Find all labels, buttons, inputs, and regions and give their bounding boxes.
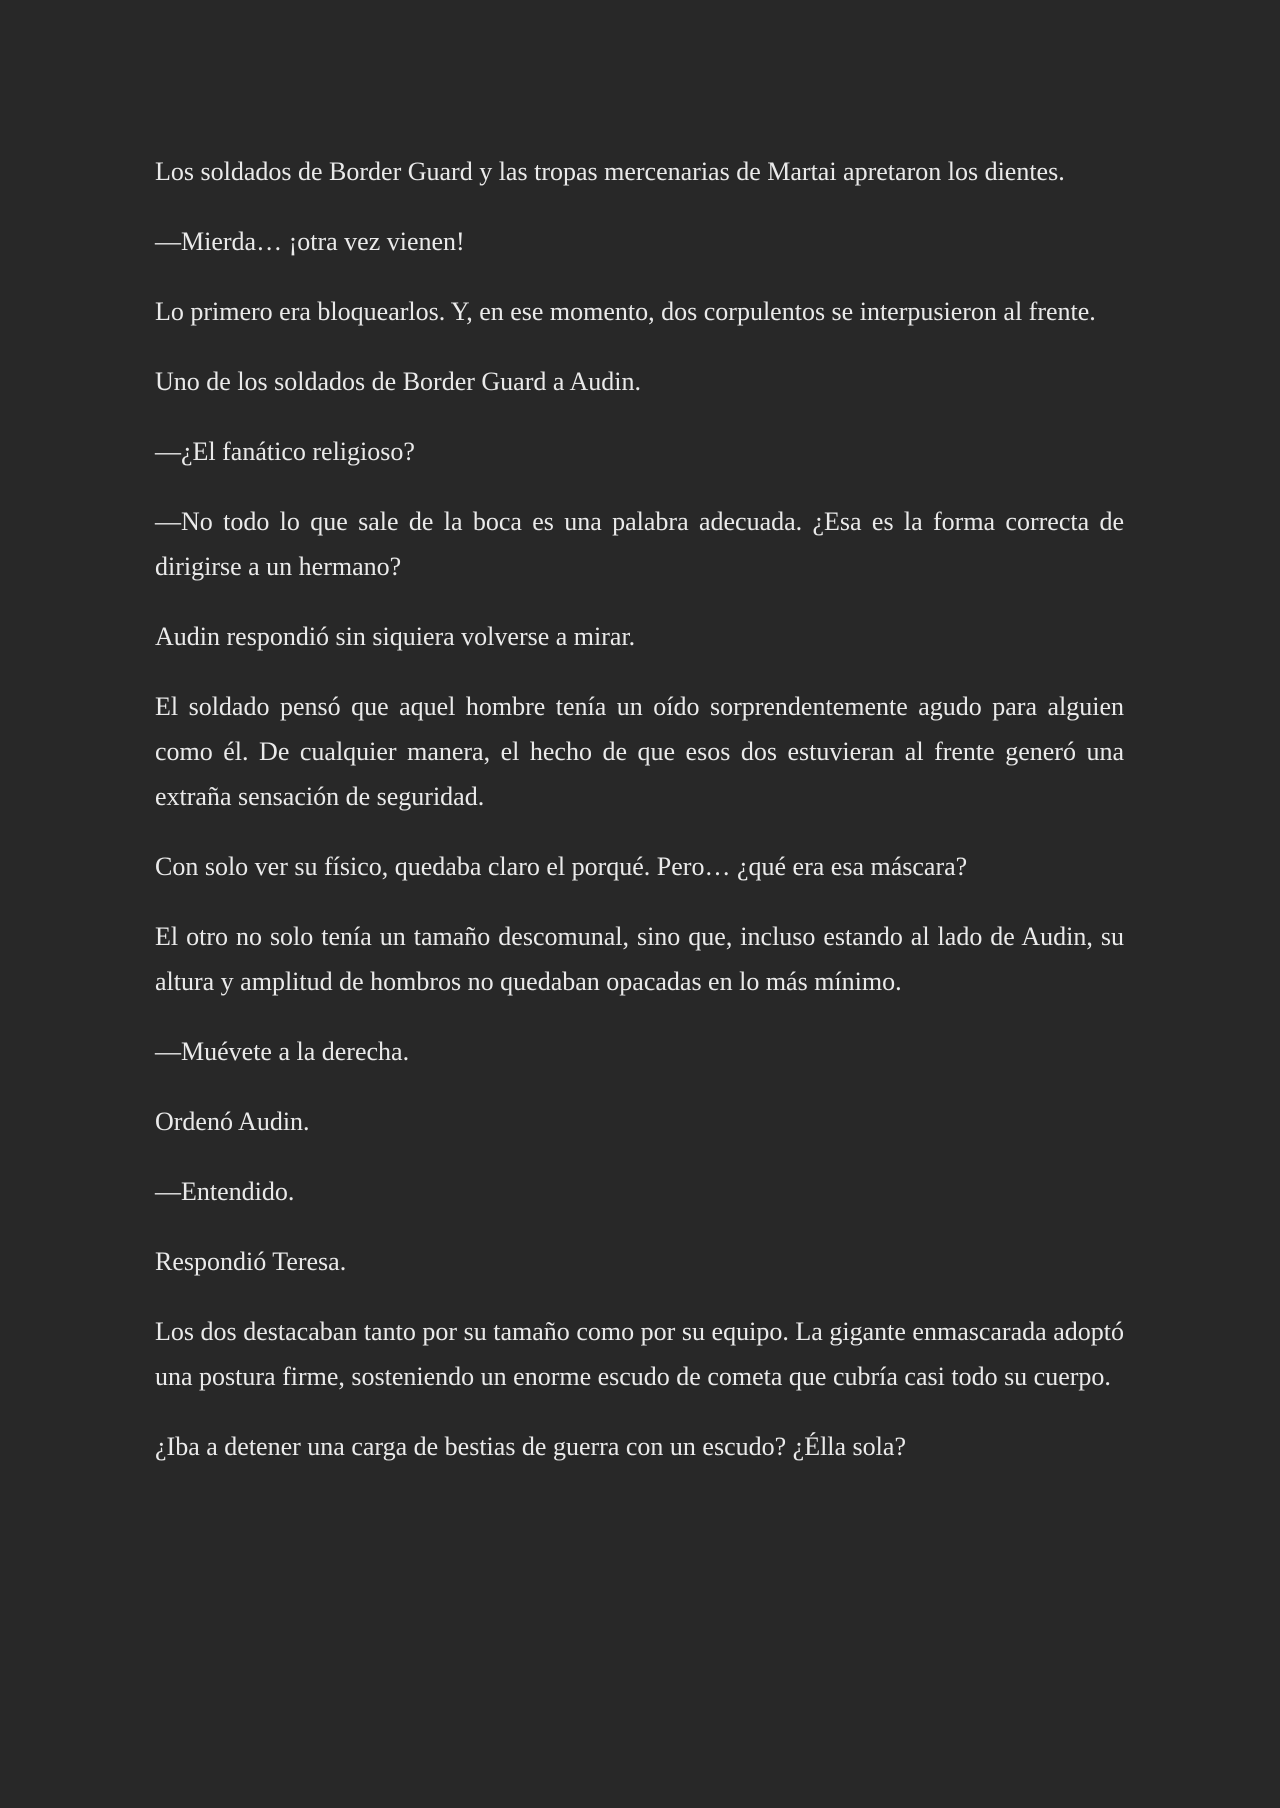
paragraph: Lo primero era bloquearlos. Y, en ese momento, dos corpulentos se interpusieron al frente. [155, 297, 1096, 326]
paragraph: —Mierda… ¡otra vez vienen! [155, 227, 465, 256]
paragraph: Audin respondió sin siquiera volverse a mirar. [155, 622, 636, 651]
paragraph: El soldado pensó que aquel hombre tenía un oído sorprendentemente agudo para alguien como él. De cualquier manera, el hecho de que esos dos estuvieran al frente generó una extraña sensación de seguridad. [155, 692, 1124, 811]
paragraph: —Entendido. [155, 1177, 295, 1206]
paragraph: Con solo ver su físico, quedaba claro el porqué. Pero… ¿qué era esa máscara? [155, 852, 968, 881]
paragraph: Uno de los soldados de Border Guard a Audin. [155, 367, 641, 396]
paragraph: Respondió Teresa. [155, 1247, 347, 1276]
paragraph: Los soldados de Border Guard y las tropas mercenarias de Martai apretaron los dientes. [155, 157, 1065, 186]
paragraph: Los dos destacaban tanto por su tamaño como por su equipo. La gigante enmascarada adoptó una postura firme, sosteniendo un enorme escudo de cometa que cubría casi todo su cuerpo. [155, 1317, 1124, 1391]
paragraph: ¿Iba a detener una carga de bestias de guerra con un escudo? ¿Élla sola? [155, 1432, 906, 1461]
paragraph: Ordenó Audin. [155, 1107, 310, 1136]
reading-pane [155, 149, 1124, 1494]
paragraph: —No todo lo que sale de la boca es una palabra adecuada. ¿Esa es la forma correcta de dirigirse a un hermano? [155, 507, 1124, 581]
paragraph: —¿El fanático religioso? [155, 437, 415, 466]
paragraph: El otro no solo tenía un tamaño descomunal, sino que, incluso estando al lado de Audin, su altura y amplitud de hombros no quedaban opacadas en lo más mínimo. [155, 922, 1124, 996]
paragraph: —Muévete a la derecha. [155, 1037, 410, 1066]
